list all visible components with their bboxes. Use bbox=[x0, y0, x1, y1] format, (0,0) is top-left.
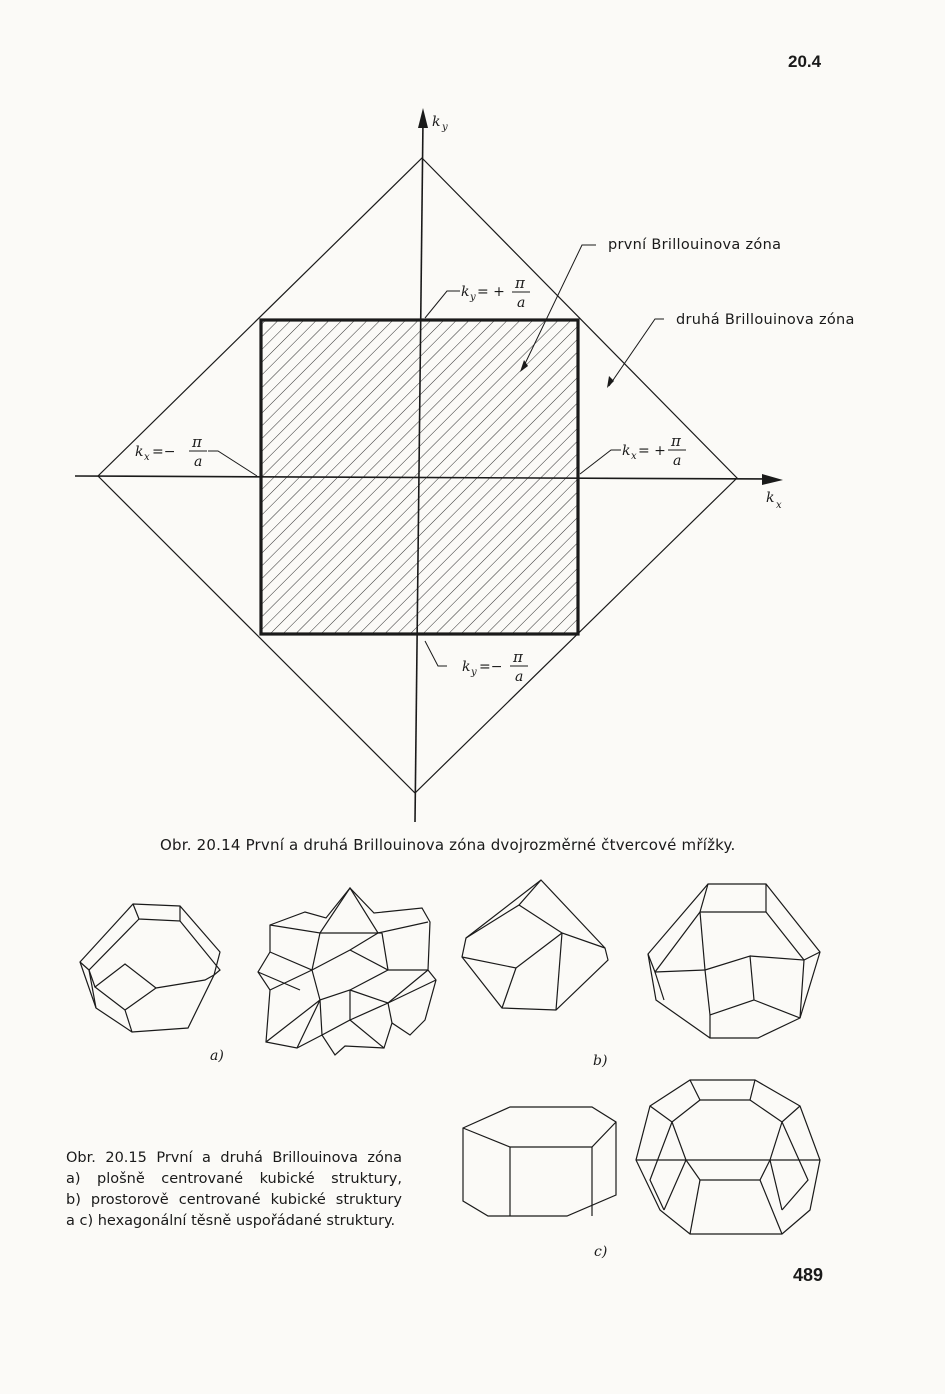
bcc-first-zone bbox=[462, 880, 608, 1010]
ky-label: k bbox=[432, 114, 441, 130]
svg-text:π: π bbox=[671, 432, 681, 450]
svg-text:a: a bbox=[517, 295, 526, 311]
caption-line: a c) hexagonální těsně uspořádané struktury. bbox=[66, 1213, 396, 1229]
svg-text:π: π bbox=[192, 433, 202, 451]
bcc-second-zone bbox=[648, 884, 820, 1038]
svg-text:a: a bbox=[194, 454, 203, 470]
label-c: c) bbox=[594, 1244, 608, 1260]
svg-text:= +: = + bbox=[638, 443, 666, 459]
hcp-second-zone bbox=[636, 1080, 820, 1234]
svg-text:a: a bbox=[515, 669, 524, 685]
caption-line: a) plošně centrované kubické struktury, bbox=[66, 1171, 402, 1187]
svg-text:= +: = + bbox=[477, 284, 505, 300]
fcc-second-zone bbox=[258, 888, 436, 1055]
label-a: a) bbox=[210, 1048, 224, 1064]
right-boundary-label bbox=[580, 432, 686, 474]
page-number: 489 bbox=[793, 1265, 824, 1285]
label-b: b) bbox=[593, 1053, 608, 1069]
bottom-boundary-label bbox=[425, 641, 528, 685]
second-zone-label: druhá Brillouinova zóna bbox=[676, 312, 855, 328]
ky-arrow bbox=[418, 108, 428, 128]
caption-line: b) prostorově centrované kubické struktury bbox=[66, 1192, 402, 1208]
kx-arrow bbox=[762, 474, 783, 485]
top-boundary-label bbox=[425, 274, 530, 318]
svg-text:k: k bbox=[135, 444, 144, 460]
section-number: 20.4 bbox=[788, 52, 822, 71]
first-zone-label: první Brillouinova zóna bbox=[608, 237, 782, 253]
ky-label-sub: y bbox=[442, 122, 448, 133]
svg-text:=−: =− bbox=[479, 659, 503, 675]
figure-20-15-caption bbox=[66, 1148, 402, 1232]
svg-text:x: x bbox=[144, 452, 150, 463]
svg-text:π: π bbox=[515, 274, 525, 292]
svg-text:x: x bbox=[631, 451, 637, 462]
kx-label-sub: x bbox=[776, 500, 782, 511]
left-boundary-label bbox=[135, 433, 257, 476]
svg-text:π: π bbox=[513, 648, 523, 666]
svg-text:k: k bbox=[461, 284, 470, 300]
svg-text:k: k bbox=[622, 443, 631, 459]
figure-20-14-caption: Obr. 20.14 První a druhá Brillouinova zóna dvojrozměrné čtvercové mřížky. bbox=[160, 836, 736, 854]
svg-text:a: a bbox=[673, 453, 682, 469]
kx-label: k bbox=[766, 490, 775, 506]
caption-line: Obr. 20.15 První a druhá Brillouinova zóna bbox=[66, 1150, 402, 1166]
fcc-first-zone bbox=[80, 904, 220, 1032]
svg-text:y: y bbox=[471, 667, 477, 678]
svg-text:k: k bbox=[462, 659, 471, 675]
figure-20-15 bbox=[0, 860, 945, 1300]
svg-text:y: y bbox=[470, 292, 476, 303]
svg-text:=−: =− bbox=[152, 444, 176, 460]
hcp-first-zone bbox=[463, 1107, 616, 1216]
